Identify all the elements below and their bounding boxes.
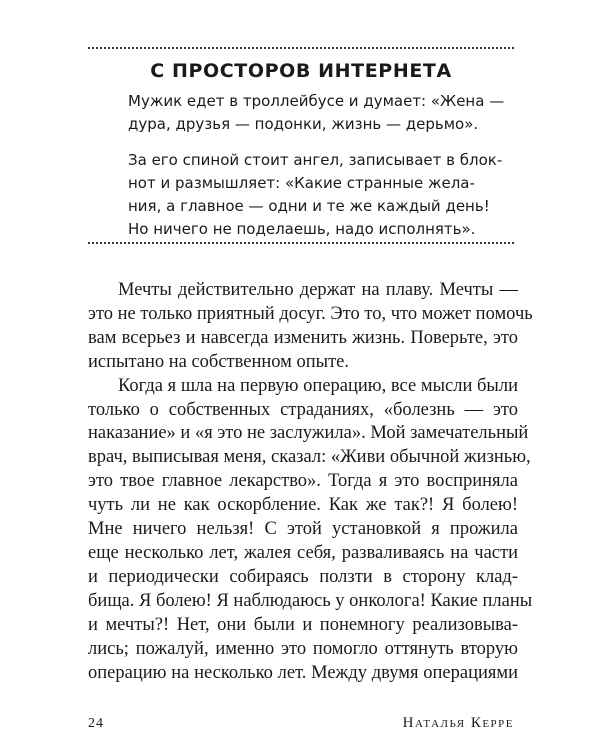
sidebar-paragraph-2 — [128, 149, 513, 241]
sidebar-line: нот и размышляет: «Какие странные жела- — [128, 174, 475, 192]
sidebar-line: Но ничего не поделаешь, надо исполнять». — [128, 220, 476, 238]
body-line: операцию на несколько лет. Между двумя операциями — [88, 662, 518, 683]
sidebar-line: дура, друзья — подонки, жизнь — дерьмо». — [128, 115, 479, 133]
body-line: и мечты?! Нет, они были и понемногу реализовыва- — [88, 614, 518, 635]
sidebar-paragraph-1 — [128, 90, 513, 136]
sidebar-title: С ПРОСТОРОВ ИНТЕРНЕТА — [150, 60, 452, 82]
body-line: лись; пожалуй, именно это помогло оттянуть вторую — [88, 638, 518, 659]
body-line: это не только приятный досуг. Это то, что может помочь — [88, 303, 533, 324]
body-line: Мне ничего нельзя! С этой установкой я прожила — [88, 519, 518, 540]
body-line: это твое главное лекарство». Тогда я это восприняла — [88, 471, 518, 492]
body-line: наказание» и «я это не заслужила». Мой замечательный — [88, 423, 529, 444]
running-footer-author: Наталья Керре — [402, 715, 514, 731]
body-line: еще несколько лет, жалея себя, разваливаясь на части — [88, 542, 518, 563]
body-line: чуть ли не как оскорбление. Как же так?! Я болею! — [88, 495, 518, 516]
body-line: вам всерьез и навсегда изменить жизнь. Поверьте, это — [88, 327, 518, 348]
body-line: и периодически собираясь ползти в сторону клад- — [88, 566, 518, 587]
sidebar-line: За его спиной стоит ангел, записывает в блок- — [128, 151, 503, 169]
body-line: Когда я шла на первую операцию, все мысли были — [118, 375, 518, 396]
body-line: только о собственных страданиях, «болезнь — это — [88, 399, 518, 420]
body-line: бища. Я болею! Я наблюдаюсь у онколога! Какие планы — [88, 590, 533, 611]
body-line: Мечты действительно держат на плаву. Мечты — — [118, 280, 518, 300]
sidebar-bottom-dotted-rule — [88, 242, 514, 244]
sidebar-line: Мужик едет в троллейбусе и думает: «Жена — — [128, 92, 505, 110]
body-line: испытано на собственном опыте. — [88, 351, 350, 372]
body-line: врач, выписывая меня, сказал: «Живи обычной жизнью, — [88, 447, 531, 468]
body-text — [88, 279, 533, 685]
page-number: 24 — [88, 716, 104, 731]
sidebar-top-dotted-rule — [88, 47, 514, 49]
sidebar-line: ния, а главное — одни и те же каждый день! — [128, 197, 490, 215]
